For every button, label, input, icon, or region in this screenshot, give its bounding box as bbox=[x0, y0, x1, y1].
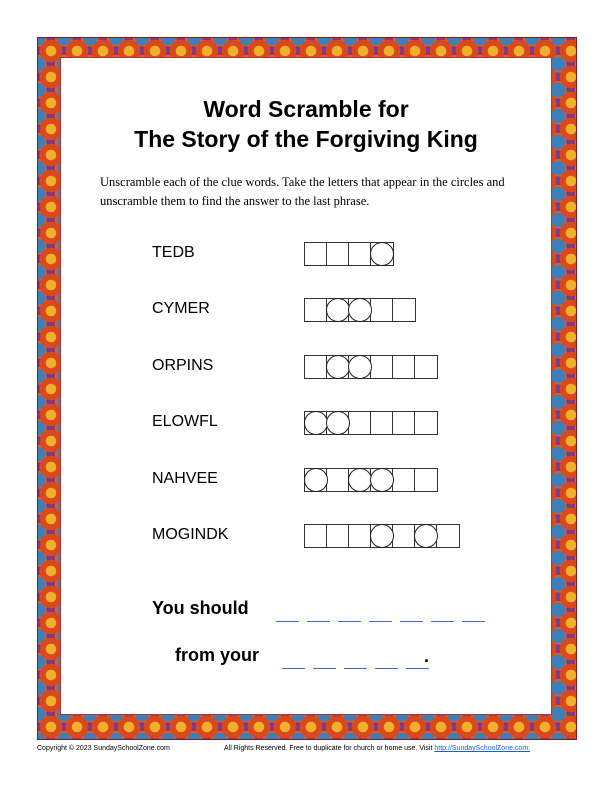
letter-box-circled[interactable] bbox=[415, 525, 437, 547]
letter-box-circled[interactable] bbox=[349, 299, 371, 321]
answer-blank[interactable] bbox=[462, 603, 485, 622]
answer-blank[interactable] bbox=[313, 650, 336, 669]
letter-box[interactable] bbox=[415, 412, 437, 434]
footer-copyright: Copyright © 2023 SundaySchoolZone.com bbox=[37, 745, 170, 752]
answer-boxes bbox=[304, 298, 416, 322]
clue-word: ORPINS bbox=[152, 357, 214, 374]
answer-blank[interactable] bbox=[282, 650, 305, 669]
letter-box[interactable] bbox=[305, 525, 327, 547]
letter-box[interactable] bbox=[393, 356, 415, 378]
letter-box[interactable] bbox=[393, 299, 415, 321]
letter-box-circled[interactable] bbox=[371, 243, 393, 265]
letter-box-circled[interactable] bbox=[371, 525, 393, 547]
answer-boxes bbox=[304, 524, 460, 548]
letter-box[interactable] bbox=[371, 299, 393, 321]
answer-blank[interactable] bbox=[400, 603, 423, 622]
answer-blank[interactable] bbox=[431, 603, 454, 622]
letter-box[interactable] bbox=[327, 243, 349, 265]
answer-boxes bbox=[304, 242, 394, 266]
letter-box[interactable] bbox=[327, 469, 349, 491]
answer-line-2-blanks bbox=[282, 650, 429, 669]
answer-boxes bbox=[304, 355, 438, 379]
clue-word: TEDB bbox=[152, 244, 195, 261]
letter-box[interactable] bbox=[327, 525, 349, 547]
answer-blank[interactable] bbox=[375, 650, 398, 669]
footer-link[interactable]: http://SundaySchoolZone.com. bbox=[434, 745, 531, 752]
letter-box[interactable] bbox=[415, 356, 437, 378]
answer-line-1-blanks bbox=[276, 603, 485, 622]
letter-box-circled[interactable] bbox=[327, 412, 349, 434]
answer-blank[interactable] bbox=[344, 650, 367, 669]
letter-box[interactable] bbox=[393, 412, 415, 434]
clue-word: NAHVEE bbox=[152, 470, 218, 487]
footer-rights bbox=[224, 745, 530, 752]
answer-line-1-text: You should bbox=[152, 598, 249, 618]
letter-box[interactable] bbox=[393, 525, 415, 547]
letter-box-circled[interactable] bbox=[305, 412, 327, 434]
title-line-1: Word Scramble for bbox=[203, 96, 409, 122]
letter-box[interactable] bbox=[371, 356, 393, 378]
letter-box[interactable] bbox=[393, 469, 415, 491]
answer-blank[interactable] bbox=[276, 603, 299, 622]
letter-box[interactable] bbox=[305, 243, 327, 265]
answer-line-2-text: from your bbox=[175, 645, 260, 665]
letter-box[interactable] bbox=[349, 412, 371, 434]
title-line-2: The Story of the Forgiving King bbox=[134, 126, 478, 152]
letter-box[interactable] bbox=[305, 299, 327, 321]
answer-blank[interactable] bbox=[307, 603, 330, 622]
letter-box-circled[interactable] bbox=[349, 356, 371, 378]
letter-box[interactable] bbox=[305, 356, 327, 378]
answer-blank[interactable] bbox=[369, 603, 392, 622]
letter-box[interactable] bbox=[349, 525, 371, 547]
letter-box[interactable] bbox=[371, 412, 393, 434]
clue-word: MOGINDK bbox=[152, 526, 229, 543]
footer-rights-text: All Rights Reserved. Free to duplicate for church or home use. Visit bbox=[224, 745, 433, 752]
clue-word: ELOWFL bbox=[152, 413, 218, 430]
letter-box-circled[interactable] bbox=[349, 469, 371, 491]
letter-box-circled[interactable] bbox=[305, 469, 327, 491]
answer-boxes bbox=[304, 468, 438, 492]
letter-box-circled[interactable] bbox=[371, 469, 393, 491]
letter-box[interactable] bbox=[415, 469, 437, 491]
answer-period: . bbox=[424, 646, 430, 666]
letter-box[interactable] bbox=[437, 525, 459, 547]
letter-box-circled[interactable] bbox=[327, 299, 349, 321]
clue-word: CYMER bbox=[152, 300, 210, 317]
letter-box-circled[interactable] bbox=[327, 356, 349, 378]
instructions: Unscramble each of the clue words. Take the letters that appear in the circles and unscramble them to find the answer to the last phrase. bbox=[100, 175, 505, 208]
letter-box[interactable] bbox=[349, 243, 371, 265]
answer-boxes bbox=[304, 411, 438, 435]
answer-blank[interactable] bbox=[338, 603, 361, 622]
page-title bbox=[61, 94, 551, 154]
